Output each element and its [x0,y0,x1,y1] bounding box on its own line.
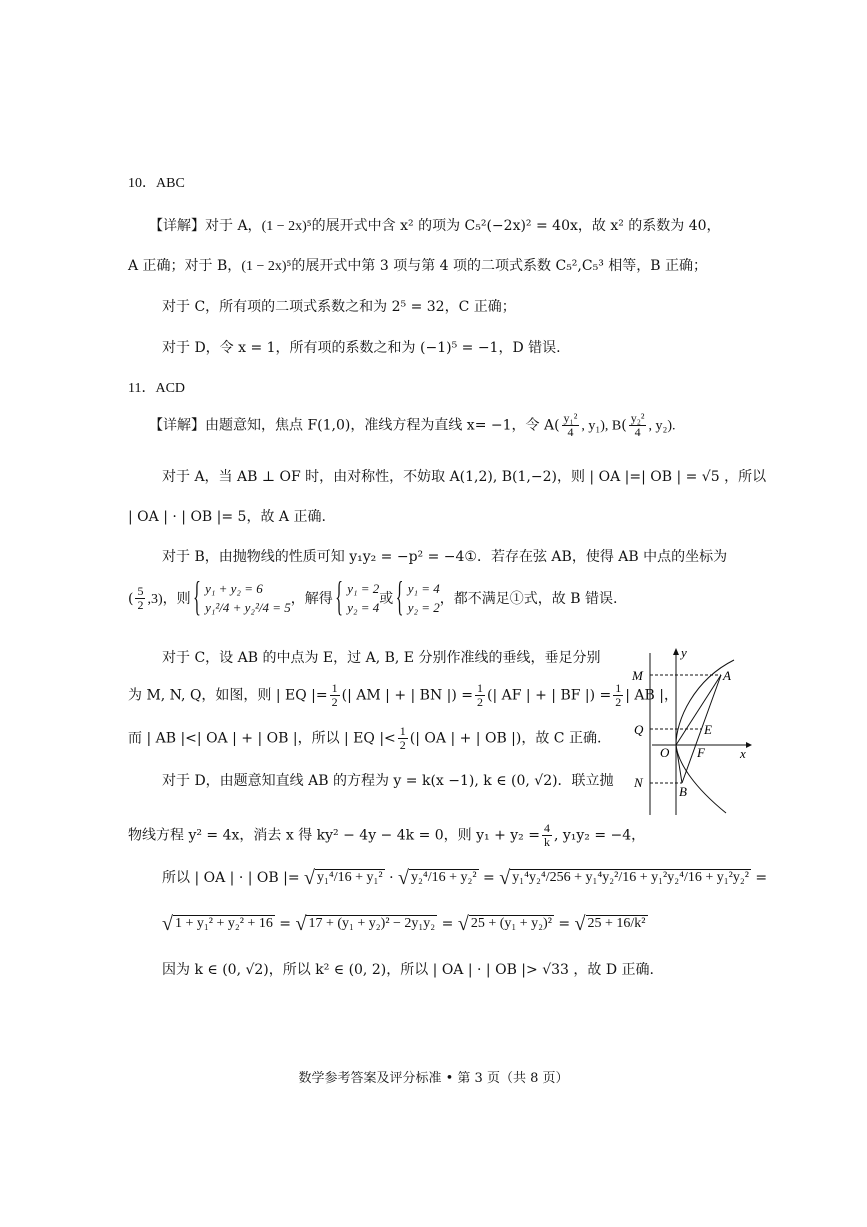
q10-line1-text: 【详解】对于 A， [149,218,262,234]
d3-root1: y₁⁴/16 + y₁² [317,870,383,886]
q11-a-line2: | OA | · | OB |= 5，故 A 正确. [128,509,326,525]
frac-den: 2 [399,738,406,753]
q11-intro-b-tail: , y₂). [648,418,676,434]
q11-c-line2 [128,682,678,709]
frac-num: 5 [137,584,144,599]
y-axis-arrow [673,648,679,655]
q10-line2-expr: (1 − 2x)⁵ [241,259,292,274]
label-e: E [704,722,712,737]
label-b: B [679,784,687,799]
frac-num: 1 [615,681,622,695]
parabola-figure [624,645,754,817]
q10-line2 [128,258,707,276]
frac-den: 2 [615,695,622,710]
q10-line2-text: A 正确；对于 B， [128,258,242,274]
b-then: ，则 [162,590,191,607]
q10-header [128,175,185,193]
sqrt-sign: √ [574,913,586,935]
sqrt-sign: √ [162,913,173,935]
q11-answer: ACD [155,381,186,396]
d4-root2: 17 + (y₁ + y₂)² − 2y₁y₂ [308,916,436,932]
q11-intro: 【详解】由题意知，焦点 F(1,0)，准线方程为直线 x= −1，令 A( $\frac{\text{y₁²}}{4}$ , y₁), B( $\frac{\text{y₂²}}{4}$ , y₂). [149,411,676,440]
q11-header [128,380,185,398]
q11-frac-b [629,412,647,439]
label-o: O [660,745,670,760]
b-system-2 [337,580,379,618]
frac-num: 1 [399,724,406,738]
c2-c: (| AF | + | BF |) = [487,687,612,704]
x-axis-arrow [746,742,752,748]
b-coord-tail: ,3) [147,591,163,607]
b-or: 或 [379,590,394,607]
sys-row: y₂ = 4 [347,599,380,615]
sqrt-sign: √ [457,913,469,935]
q11-d-line3: 所以 | OA | · | OB |= √ y₁⁴/16 + y₁² · √ y₂⁴/16 + y₂² = √ y₁⁴y₂⁴/256 + y₁⁴y₂²/16 + y₁²y₂⁴/16 + y₁²y₂² = [162,867,768,889]
frac-den: 4 [567,425,574,440]
d4-root4: 25 + 16/k² [587,916,646,932]
d4-root1: 1 + y₁² + y₂² + 16 [174,916,273,932]
sys-row: y₂ = 2 [407,599,440,615]
b-system-1 [195,580,291,618]
q11-d-line1: 对于 D，由题意知直线 AB 的方程为 y = k(x −1), k ∈ (0, √2)．联立抛 [162,773,614,789]
q10-line2-rest: 的展开式中第 3 项与第 4 项的二项式系数 C₅²,C₅³ 相等，B 正确； [291,258,707,274]
frac-num: 1 [477,681,484,695]
d4-root3: 25 + (y₁ + y₂)² [470,916,552,932]
sqrt-sign: √ [397,867,409,889]
c3-b: (| OA | + | OB |)，故 C 正确. [409,730,602,747]
sqrt-sign: √ [499,867,511,889]
frac-num: y₁² [563,411,578,425]
q10-number: 10． [128,176,156,191]
c2-a: 为 M, N, Q，如图，则 | EQ |= [128,687,328,704]
q10-line4: 对于 D，令 x = 1，所有项的系数之和为 (−1)⁵ = −1，D 错误. [162,340,561,356]
d3-root2: y₂⁴/16 + y₂² [410,870,477,886]
q10-line1-rest: 的展开式中含 x² 的项为 C₅²(−2x)² = 40x，故 x² 的系数为 40， [311,218,721,234]
frac-den: 4 [634,425,641,440]
sys-row: y₁²/4 + y₂²/4 = 5 [205,599,291,615]
sys-row: { y₁ + y₂ = 6 [205,581,263,596]
d2-a: 物线方程 y² = 4x，消去 x 得 ky² − 4y − 4k = 0，则 y₁ + y₂ = [128,827,540,844]
b-coord-frac [135,585,145,612]
frac-num: y₂² [630,411,645,425]
q10-line1 [149,218,721,236]
half-frac [398,725,408,752]
q10-line3: 对于 C，所有项的二项式系数之和为 2⁵ = 32，C 正确； [162,299,516,315]
q11-b-line2: ( $\frac{5}{2}$ ,3)，则 { y₁ + y₂ = 6 y₁²/4 + y₂²/4 = 5 ，解得 { y₁ = 2 y₂ = 4 或 { y₁ = 4 y₂ = 2 ，都不满足①式，故 B 错误. [128,580,617,618]
b-solve: ，解得 [290,590,333,607]
q11-c-line1: 对于 C，设 AB 的中点为 E，过 A, B, E 分别作准线的垂线，垂足分别 [162,650,601,666]
q11-c-line3 [128,725,601,752]
label-q: Q [634,722,644,737]
q11-d-line5: 因为 k ∈ (0, √2)，所以 k² ∈ (0, 2)，所以 | OA | · | OB |> √33 ，故 D 正确. [162,962,654,978]
half-frac [475,682,485,709]
frac-num: 1 [331,681,338,695]
label-m: M [632,668,643,683]
sys-row: { y₁ = 4 [407,581,440,596]
frac-den: 2 [137,598,144,613]
q11-intro-text: 【详解】由题意知，焦点 F(1,0)，准线方程为直线 x= −1，令 A [149,417,555,434]
q11-number: 11． [128,381,156,396]
frac-den: 2 [477,695,484,710]
d2-b: , y₁y₂ = −4， [553,827,646,844]
q11-a-line1: 对于 A，当 AB ⊥ OF 时，由对称性，不妨取 A(1,2), B(1,−2)，则 | OA |=| OB | = √5 ，所以 [162,469,767,485]
sqrt-sign: √ [304,867,315,889]
q11-d-line2 [128,822,645,849]
d3-root3: y₁⁴y₂⁴/256 + y₁⁴y₂²/16 + y₁²y₂⁴/16 + y₁²y₂² [512,870,749,886]
segment-oa [676,675,721,745]
label-a: A [723,668,731,683]
frac-den: 2 [331,695,338,710]
d3-eq: = [755,870,768,886]
label-n: N [634,775,643,790]
segment-ob [676,745,682,783]
label-f: F [697,745,705,760]
sys-row: { y₁ = 2 [347,581,380,596]
frac-den: k [543,835,550,850]
label-y: y [681,645,687,660]
c3-a: 而 | AB |<| OA | + | OB |，所以 | EQ |< [128,730,396,747]
c2-b: (| AM | + | BN |) = [341,687,474,704]
q11-d-line4: √ 1 + y₁² + y₂² + 16 = √ 17 + (y₁ + y₂)² − 2y₁y₂ = √ 25 + (y₁ + y₂)² = √ 25 + 16/k² [162,913,646,935]
half-frac [330,682,340,709]
c2-d: | AB |， [625,687,678,704]
b-tail: ，都不满足①式，故 B 错误. [439,590,618,607]
label-x: x [740,746,746,761]
q11-b-line1: 对于 B，由抛物线的性质可知 y₁y₂ = −p² = −4①．若存在弦 AB，使得 AB 中点的坐标为 [162,549,728,565]
d2-frac [542,822,552,849]
q10-line1-expr: (1 − 2x)⁵ [261,219,312,234]
q11-intro-a-tail: , y₁), B [581,418,622,434]
q10-answer: ABC [156,176,185,191]
half-frac [613,682,623,709]
page-footer: 数学参考答案及评分标准 • 第 3 页（共 8 页） [298,1071,569,1086]
b-system-3 [398,580,440,618]
q11-frac-a [562,412,580,439]
d3-a: 所以 | OA | · | OB |= [162,870,300,886]
frac-num: 4 [543,821,550,835]
sqrt-sign: √ [295,913,307,935]
